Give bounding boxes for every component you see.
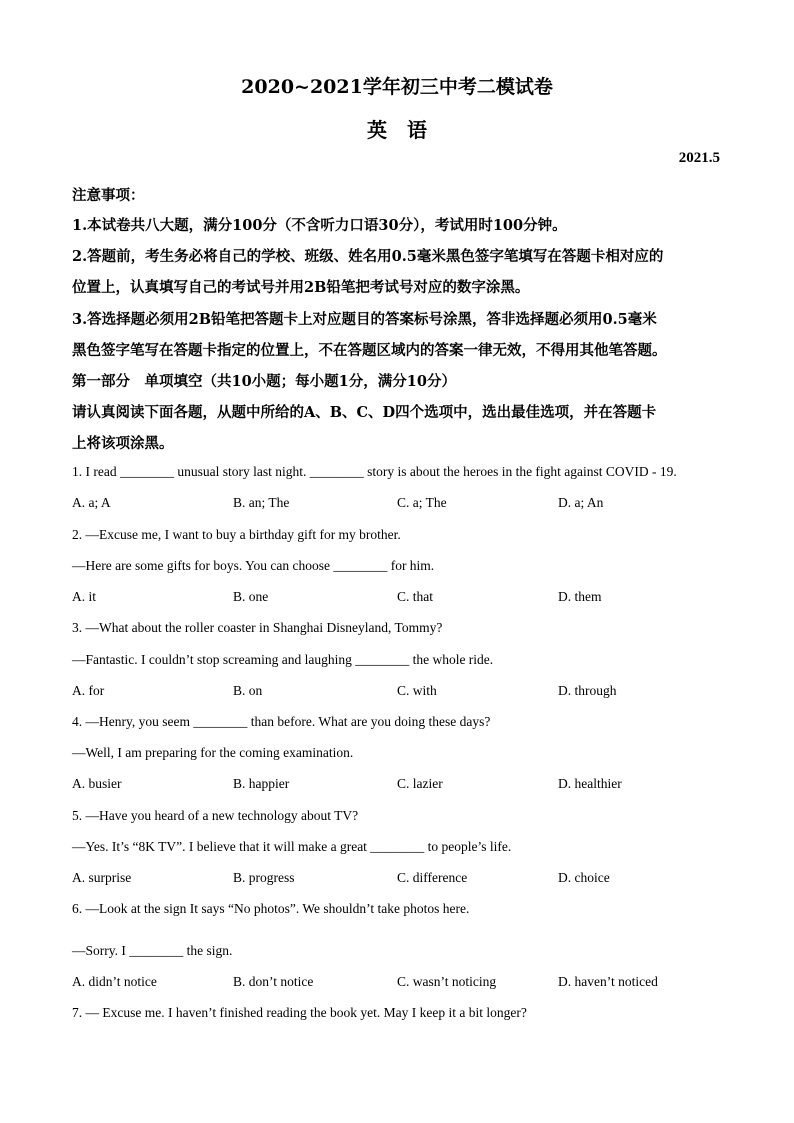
notice-item-3-line-2: 黑色签字笔写在答题卡指定的位置上，不在答题区域内的答案一律无效，不得用其他笔答题。 [72,342,667,359]
question-1-options [72,495,724,513]
question-6-options [72,974,724,992]
option-d: D. haven’t noticed [558,974,658,989]
question-5-stem: 5. —Have you heard of a new technology about TV? [72,808,359,823]
option-c: C. wasn’t noticing [397,974,497,989]
option-c: C. difference [397,870,468,885]
option-c: C. with [397,683,437,698]
option-b: B. one [233,589,269,604]
question-4-options [72,776,724,794]
option-b: B. on [233,683,263,698]
option-a: A. busier [72,776,122,791]
question-2-reply: —Here are some gifts for boys. You can choose ________ for him. [72,558,435,573]
notice-heading: 注意事项： [72,187,145,204]
option-d: D. them [558,589,602,604]
exam-title: 2020~2021学年初三中考二模试卷 [241,76,553,98]
option-a: A. it [72,589,97,604]
option-c: C. a; The [397,495,447,510]
option-b: B. don’t notice [233,974,314,989]
option-d: D. healthier [558,776,622,791]
question-5-reply: —Yes. It’s “8K TV”. I believe that it will make a great ________ to people’s life. [72,839,512,854]
question-3-options [72,683,724,701]
question-6-stem: 6. —Look at the sign It says “No photos”. We shouldn’t take photos here. [72,901,470,916]
notice-item-1: 1.本试卷共八大题，满分100分（不含听力口语30分），考试用时100分钟。 [72,217,567,234]
question-4-stem: 4. —Henry, you seem ________ than before. What are you doing these days? [72,714,491,729]
notice-item-3-line-1: 3.答选择题必须用2B铅笔把答题卡上对应题目的答案标号涂黑，答非选择题必须用0.5毫米 [72,311,657,328]
subject-title: 英语 [367,118,447,142]
option-d: D. choice [558,870,610,885]
option-d: D. through [558,683,617,698]
notice-item-2-line-1: 2.答题前，考生务必将自己的学校、班级、姓名用0.5毫米黑色签字笔填写在答题卡相对应的 [72,248,664,265]
option-b: B. happier [233,776,290,791]
question-4-reply: —Well, I am preparing for the coming examination. [72,745,354,760]
option-a: A. surprise [72,870,132,885]
option-a: A. a; A [72,495,111,510]
option-d: D. a; An [558,495,604,510]
section-heading: 第一部分 单项填空（共10小题；每小题1分，满分10分） [72,373,456,390]
question-5-options [72,870,724,888]
question-6-reply: —Sorry. I ________ the sign. [72,943,233,958]
question-2-options [72,589,724,607]
notice-item-2-line-2: 位置上，认真填写自己的考试号并用2B铅笔把考试号对应的数字涂黑。 [72,279,530,296]
option-b: B. an; The [233,495,290,510]
question-3-stem: 3. —What about the roller coaster in Shanghai Disneyland, Tommy? [72,620,443,635]
option-a: A. for [72,683,105,698]
option-c: C. lazier [397,776,443,791]
question-7-stem: 7. — Excuse me. I haven’t finished reading the book yet. May I keep it a bit longer? [72,1005,527,1020]
option-b: B. progress [233,870,295,885]
question-2-stem: 2. —Excuse me, I want to buy a birthday gift for my brother. [72,527,401,542]
section-instruction-line-1: 请认真阅读下面各题，从题中所给的A、B、C、D四个选项中，选出最佳选项，并在答题卡 [72,404,657,421]
section-instruction-line-2: 上将该项涂黑。 [72,435,174,452]
option-a: A. didn’t notice [72,974,157,989]
question-1-stem: 1. I read ________ unusual story last night. ________ story is about the heroes in the fight against COVID - 19. [72,464,677,479]
option-c: C. that [397,589,433,604]
exam-date: 2021.5 [678,150,720,166]
question-3-reply: —Fantastic. I couldn’t stop screaming and laughing ________ the whole ride. [72,652,494,667]
